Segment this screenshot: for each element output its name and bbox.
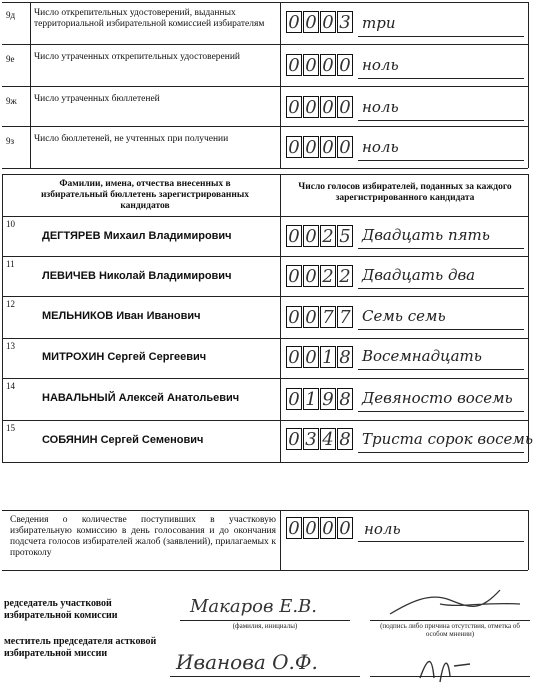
complaints-digits: [286, 517, 354, 539]
row-9zh-digits: [286, 96, 354, 118]
row-9d-number: 9д: [6, 10, 16, 20]
candidate-words: Девяносто восемь: [362, 389, 513, 407]
row-9d-digits: [286, 11, 354, 33]
digit-box: 2: [337, 265, 353, 287]
candidate-digits: [286, 225, 354, 247]
digit-box: 0: [303, 96, 319, 118]
digit-box: 0: [320, 96, 336, 118]
row-9e-label: Число утраченных открепительных удостоверений: [34, 52, 241, 62]
digit-box: 0: [286, 11, 302, 33]
digit-box: 0: [286, 265, 302, 287]
digit-box: 0: [337, 136, 353, 158]
row-9zh-words: ноль: [362, 98, 399, 116]
digit-box: 8: [337, 428, 353, 450]
digit-box: 0: [337, 54, 353, 76]
deputy-name-handwritten: Иванова О.Ф.: [176, 650, 318, 674]
candidate-words: Семь семь: [362, 307, 446, 325]
candidate-name: ЛЕВИЧЕВ Николай Владимирович: [42, 270, 232, 282]
candidate-number: 11: [6, 259, 15, 269]
digit-box: 0: [303, 54, 319, 76]
digit-box: 0: [286, 96, 302, 118]
candidate-name: МИТРОХИН Сергей Сергеевич: [42, 351, 207, 363]
candidate-number: 10: [6, 219, 15, 229]
digit-box: 2: [320, 225, 336, 247]
candidate-number: 15: [6, 423, 15, 433]
row-9zh-label: Число утраченных бюллетеней: [34, 94, 160, 104]
digit-box: 0: [286, 428, 302, 450]
digit-box: 0: [303, 11, 319, 33]
digit-box: 0: [303, 306, 319, 328]
candidate-words: Двадцать пять: [362, 226, 490, 244]
candidate-number: 13: [6, 341, 15, 351]
row-9z-number: 9з: [6, 136, 15, 146]
row-9z-digits: [286, 136, 354, 158]
row-9e-number: 9е: [6, 54, 15, 64]
digit-box: 8: [337, 346, 353, 368]
digit-box: 3: [303, 428, 319, 450]
row-9d-words: три: [362, 14, 396, 32]
row-9e-words: ноль: [362, 56, 399, 74]
digit-box: 0: [320, 517, 336, 539]
digit-box: 0: [286, 388, 302, 410]
row-9z-label: Число бюллетеней, не учтенных при получении: [34, 134, 229, 144]
name-caption: (фамилия, инициалы): [232, 622, 298, 630]
candidate-words: Двадцать два: [362, 266, 476, 284]
deputy-signature-image: [410, 648, 490, 688]
candidate-name: МЕЛЬНИКОВ Иван Иванович: [42, 310, 201, 322]
digit-box: 0: [337, 96, 353, 118]
digit-box: 0: [303, 517, 319, 539]
sign-caption: (подпись либо причина отсутствия, отметка об особом мнении): [380, 622, 520, 638]
chair-name-handwritten: Макаров Е.В.: [190, 596, 318, 617]
row-9z-words: ноль: [362, 138, 399, 156]
candidate-digits: [286, 388, 354, 410]
digit-box: 7: [320, 306, 336, 328]
candidate-words: Восемнадцать: [362, 347, 482, 365]
complaints-label: Сведения о количестве поступивших в участковую избирательную комиссию в день голосования и до окончания подсчета голосов избирателей жалоб (заявлений), прилагаемых к протоколу: [10, 515, 276, 558]
candidate-name: СОБЯНИН Сергей Семенович: [42, 434, 204, 446]
digit-box: 0: [320, 136, 336, 158]
candidate-name: ДЕГТЯРЕВ Михаил Владимирович: [42, 230, 232, 242]
digit-box: 0: [320, 54, 336, 76]
votes-column-header: Число голосов избирателей, поданных за каждого зарегистрированного кандидата: [298, 182, 512, 203]
digit-box: 2: [320, 265, 336, 287]
candidate-digits: [286, 265, 354, 287]
candidate-digits: [286, 428, 354, 450]
row-9zh-number: 9ж: [6, 96, 17, 106]
digit-box: 0: [286, 306, 302, 328]
digit-box: 0: [286, 136, 302, 158]
digit-box: 9: [320, 388, 336, 410]
digit-box: 0: [286, 517, 302, 539]
digit-box: 0: [286, 225, 302, 247]
candidate-number: 12: [6, 299, 15, 309]
digit-box: 0: [320, 11, 336, 33]
digit-box: 1: [320, 346, 336, 368]
chair-label: редседатель участковой избирательной комиссии: [4, 598, 118, 621]
row-9e-digits: [286, 54, 354, 76]
row-9d-label: Число открепительных удостоверений, выданных территориальной избирательной комиссией избирателям: [34, 8, 265, 29]
candidate-number: 14: [6, 381, 15, 391]
digit-box: 0: [303, 225, 319, 247]
candidate-digits: [286, 306, 354, 328]
candidate-name: НАВАЛЬНЫЙ Алексей Анатольевич: [42, 392, 240, 404]
digit-box: 0: [286, 346, 302, 368]
digit-box: 0: [303, 136, 319, 158]
digit-box: 0: [303, 346, 319, 368]
digit-box: 7: [337, 306, 353, 328]
digit-box: 0: [286, 54, 302, 76]
digit-box: 4: [320, 428, 336, 450]
deputy-label: меститель председателя астковой избирательной миссии: [4, 636, 157, 659]
digit-box: 3: [337, 11, 353, 33]
digit-box: 1: [303, 388, 319, 410]
digit-box: 0: [337, 517, 353, 539]
digit-box: 5: [337, 225, 353, 247]
names-column-header: Фамилии, имена, отчества внесенных в избирательный бюллетень зарегистрированных кандидатов: [40, 179, 250, 211]
digit-box: 0: [303, 265, 319, 287]
candidate-digits: [286, 346, 354, 368]
chair-signature-image: [380, 582, 530, 622]
digit-box: 8: [337, 388, 353, 410]
complaints-words: ноль: [364, 520, 401, 538]
candidate-words: Триста сорок восемь: [362, 430, 534, 448]
